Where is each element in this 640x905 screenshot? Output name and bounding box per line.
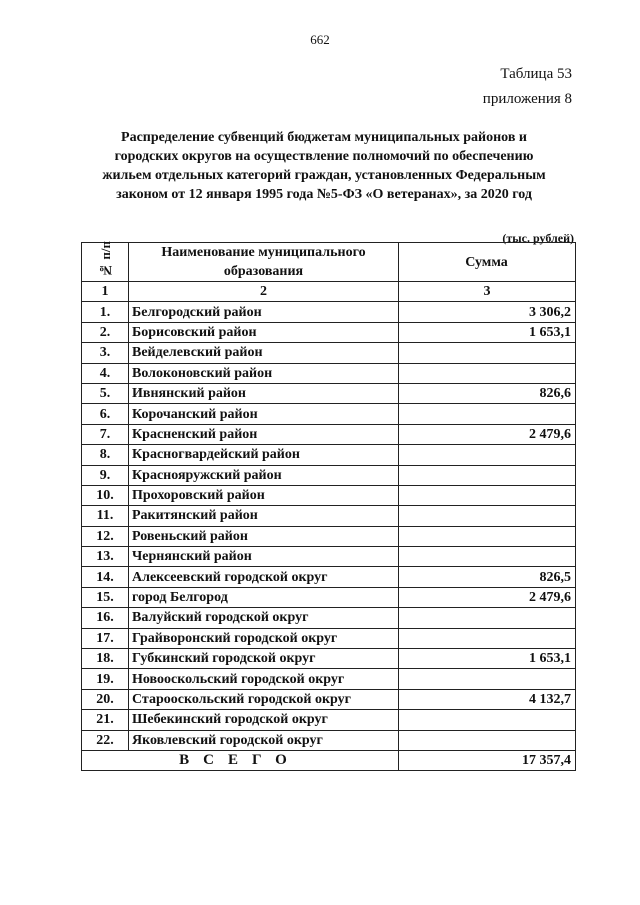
table-ref-line1: Таблица 53	[500, 66, 572, 82]
table-row	[82, 608, 576, 628]
table-row	[82, 465, 576, 485]
row-number: 4.	[82, 363, 129, 383]
table-row	[82, 649, 576, 669]
row-sum: 826,6	[399, 383, 576, 403]
row-number: 1.	[82, 302, 129, 322]
table-row	[82, 445, 576, 465]
row-number: 6.	[82, 404, 129, 424]
row-sum	[399, 730, 576, 750]
row-number: 14.	[82, 567, 129, 587]
row-name: Краснояружский район	[129, 465, 399, 485]
total-sum: 17 357,4	[399, 750, 576, 770]
table-body	[82, 302, 576, 751]
table-ref-line2: приложения 8	[482, 91, 572, 107]
table-row	[82, 506, 576, 526]
row-sum	[399, 526, 576, 546]
row-sum	[399, 608, 576, 628]
title-line-4: законом от 12 января 1995 года №5-ФЗ «О ветеранах», за 2020 год	[116, 187, 532, 202]
row-sum	[399, 485, 576, 505]
row-sum: 826,5	[399, 567, 576, 587]
document-title	[90, 128, 558, 204]
header-number-label: № п/п	[97, 240, 113, 278]
row-number: 18.	[82, 649, 129, 669]
row-name: Алексеевский городской округ	[129, 567, 399, 587]
row-sum: 2 479,6	[399, 587, 576, 607]
column-index: 1	[82, 282, 129, 302]
row-name: Белгородский район	[129, 302, 399, 322]
row-number: 10.	[82, 485, 129, 505]
row-name: Яковлевский городской округ	[129, 730, 399, 750]
table-row	[82, 363, 576, 383]
row-number: 8.	[82, 445, 129, 465]
row-name: Ракитянский район	[129, 506, 399, 526]
table-row	[82, 547, 576, 567]
row-sum	[399, 445, 576, 465]
row-name: Красногвардейский район	[129, 445, 399, 465]
row-name: Красненский район	[129, 424, 399, 444]
row-sum	[399, 669, 576, 689]
row-name: Ровеньский район	[129, 526, 399, 546]
row-name: Корочанский район	[129, 404, 399, 424]
header-sum: Сумма	[399, 243, 576, 282]
row-name: Борисовский район	[129, 322, 399, 342]
row-number: 2.	[82, 322, 129, 342]
row-sum	[399, 506, 576, 526]
title-line-2: городских округов на осуществление полномочий по обеспечению	[114, 149, 534, 164]
row-name: Вейделевский район	[129, 343, 399, 363]
row-number: 20.	[82, 689, 129, 709]
row-number: 22.	[82, 730, 129, 750]
column-index: 3	[399, 282, 576, 302]
header-number	[82, 240, 129, 282]
row-sum	[399, 547, 576, 567]
row-number: 12.	[82, 526, 129, 546]
row-number: 21.	[82, 710, 129, 730]
row-number: 17.	[82, 628, 129, 648]
table-row	[82, 669, 576, 689]
total-row	[82, 750, 576, 770]
table-row	[82, 689, 576, 709]
row-sum: 1 653,1	[399, 649, 576, 669]
row-sum	[399, 404, 576, 424]
row-name: Губкинский городской округ	[129, 649, 399, 669]
row-sum	[399, 363, 576, 383]
row-sum: 1 653,1	[399, 322, 576, 342]
table-row	[82, 404, 576, 424]
header-name: Наименование муниципального образования	[129, 243, 399, 282]
table-row	[82, 322, 576, 342]
row-number: 9.	[82, 465, 129, 485]
table-row	[82, 587, 576, 607]
table-row	[82, 302, 576, 322]
row-name: Старооскольский городской округ	[129, 689, 399, 709]
table-reference	[483, 62, 572, 112]
column-index: 2	[129, 282, 399, 302]
row-name: Шебекинский городской округ	[129, 710, 399, 730]
table-row	[82, 343, 576, 363]
row-name: Грайворонский городской округ	[129, 628, 399, 648]
page-number: 662	[310, 32, 330, 47]
units-label: (тыс. рублей)	[502, 231, 574, 245]
row-name: город Белгород	[129, 587, 399, 607]
table-row	[82, 567, 576, 587]
row-sum	[399, 343, 576, 363]
row-sum	[399, 465, 576, 485]
table-row	[82, 710, 576, 730]
table-row	[82, 485, 576, 505]
row-sum	[399, 710, 576, 730]
row-sum	[399, 628, 576, 648]
column-index-row	[82, 282, 576, 302]
row-sum: 3 306,2	[399, 302, 576, 322]
subsidy-table	[81, 242, 576, 771]
table-row	[82, 628, 576, 648]
table-row	[82, 730, 576, 750]
row-number: 11.	[82, 506, 129, 526]
title-line-1: Распределение субвенций бюджетам муниципальных районов и	[121, 130, 527, 145]
row-name: Валуйский городской округ	[129, 608, 399, 628]
row-name: Ивнянский район	[129, 383, 399, 403]
row-number: 19.	[82, 669, 129, 689]
row-name: Волоконовский район	[129, 363, 399, 383]
table-row	[82, 526, 576, 546]
row-number: 13.	[82, 547, 129, 567]
row-number: 16.	[82, 608, 129, 628]
row-number: 15.	[82, 587, 129, 607]
row-name: Новооскольский городской округ	[129, 669, 399, 689]
row-number: 7.	[82, 424, 129, 444]
row-number: 5.	[82, 383, 129, 403]
row-name: Прохоровский район	[129, 485, 399, 505]
table-row	[82, 424, 576, 444]
row-name: Чернянский район	[129, 547, 399, 567]
row-sum: 4 132,7	[399, 689, 576, 709]
row-sum: 2 479,6	[399, 424, 576, 444]
title-line-3: жильем отдельных категорий граждан, установленных Федеральным	[102, 168, 546, 183]
total-label: ВСЕГО	[82, 750, 399, 770]
header-row	[82, 243, 576, 282]
row-number: 3.	[82, 343, 129, 363]
table-row	[82, 383, 576, 403]
